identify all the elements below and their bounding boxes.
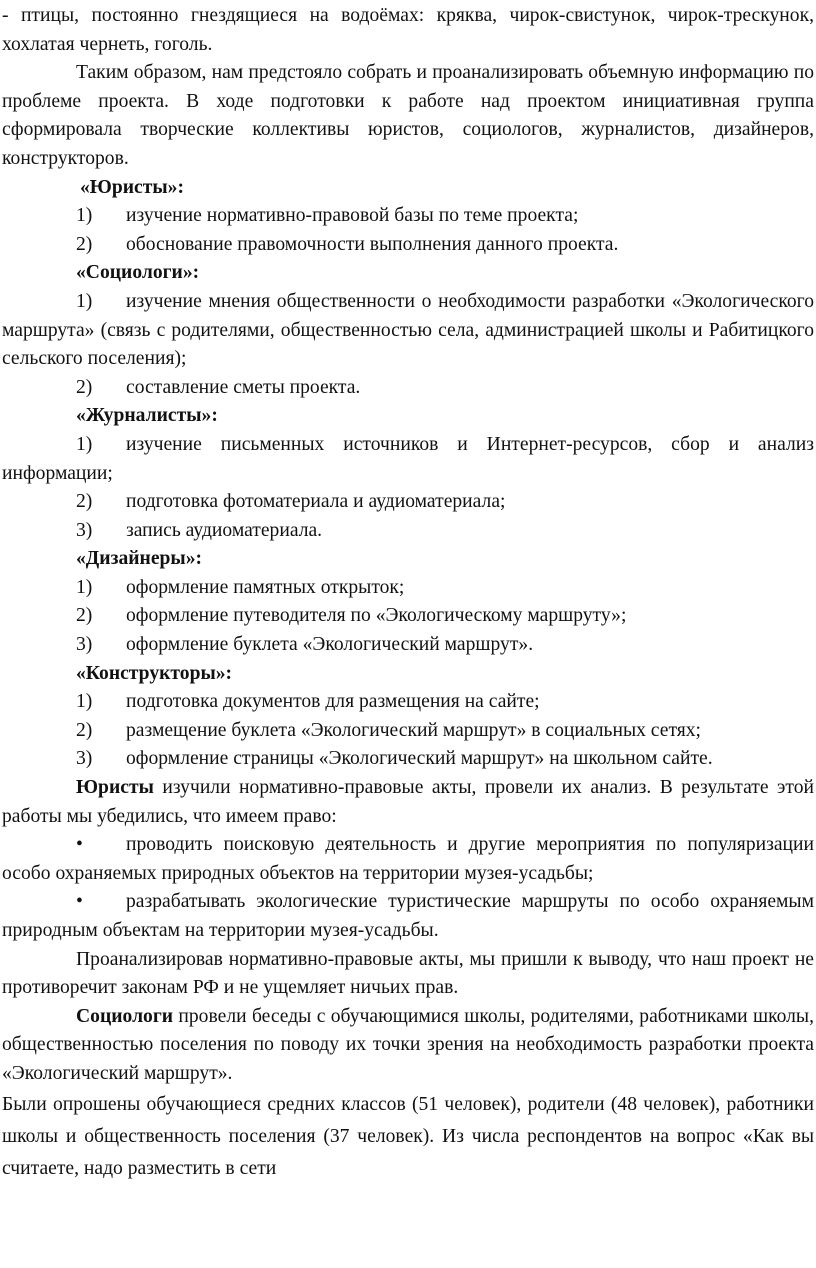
bullet-item <box>2 888 814 945</box>
bullet-item-text: разрабатывать экологические туристические маршруты по особо охраняемым природным объектам на территории музея-усадьбы. <box>2 891 814 941</box>
list-item-text: изучение нормативно-правовой базы по теме проекта; <box>126 205 579 227</box>
list-item <box>2 688 814 717</box>
list-item-text: оформление страницы «Экологический маршрут» на школьном сайте. <box>126 748 713 770</box>
list-item-text: изучение мнения общественности о необходимости разработки «Экологического маршрута» (связь с родителями, общественностью села, администрацией школы и Рабитицкого сельского поселения); <box>2 290 814 370</box>
list-item <box>2 374 814 403</box>
list-number: 2) <box>76 376 93 398</box>
list-number: 2) <box>76 233 93 255</box>
list-item <box>2 631 814 660</box>
conclusion-paragraph: Проанализировав нормативно-правовые акты, мы пришли к выводу, что наш проект не противоречит законам РФ и не ущемляет ничьих прав. <box>2 948 814 999</box>
summary-paragraph: Таким образом, нам предстояло собрать и проанализировать объемную информацию по проблеме проекта. В ходе подготовки к работе над проектом инициативная группа сформировала творческие коллективы юристов, социологов, журналистов, дизайнеров, конструкторов. <box>2 62 814 169</box>
group-heading-constructors: «Конструкторы»: <box>76 662 233 684</box>
list-item <box>2 431 814 488</box>
list-number: 2) <box>76 719 93 741</box>
list-item-text: составление сметы проекта. <box>126 376 361 398</box>
list-number: 3) <box>76 748 93 770</box>
list-item-text: оформление путеводителя по «Экологическому маршруту»; <box>126 605 627 627</box>
list-item-text: обоснование правомочности выполнения данного проекта. <box>126 233 619 255</box>
list-item <box>2 202 814 231</box>
list-item <box>2 717 814 746</box>
list-item-text: запись аудиоматериала. <box>126 519 323 541</box>
document-page <box>2 2 814 1185</box>
lawyers-text: изучили нормативно-правовые акты, провели их анализ. В результате этой работы мы убедились, что имеем право: <box>2 777 814 827</box>
list-item <box>2 574 814 603</box>
group-heading-journalists: «Журналисты»: <box>76 405 218 427</box>
list-number: 1) <box>76 691 93 713</box>
list-item-text: подготовка фотоматериала и аудиоматериала; <box>126 491 506 513</box>
list-number: 1) <box>76 433 93 455</box>
list-number: 3) <box>76 519 93 541</box>
bullet-icon: • <box>76 891 83 913</box>
list-item-text: изучение письменных источников и Интернет-ресурсов, сбор и анализ информации; <box>2 433 814 484</box>
list-item-text: размещение буклета «Экологический маршрут» в социальных сетях; <box>126 719 702 741</box>
list-number: 2) <box>76 491 93 513</box>
bullet-icon: • <box>76 834 83 856</box>
list-item <box>2 231 814 260</box>
list-item-text: оформление памятных открыток; <box>126 576 405 598</box>
sociologists-lead: Социологи <box>76 1005 174 1027</box>
list-item <box>2 288 814 374</box>
list-item <box>2 488 814 517</box>
list-number: 1) <box>76 205 93 227</box>
bullet-item <box>2 831 814 888</box>
list-number: 3) <box>76 634 93 656</box>
list-number: 2) <box>76 605 93 627</box>
sociologists-text: провели беседы с обучающимися школы, родителями, работниками школы, общественностью поселения по поводу их точки зрения на необходимость разработки проекта «Экологический маршрут». <box>2 1005 814 1084</box>
bullet-item-text: проводить поисковую деятельность и другие мероприятия по популяризации особо охраняемых природных объектов на территории музея-усадьбы; <box>2 834 814 884</box>
birds-paragraph: - птицы, постоянно гнездящиеся на водоёмах: кряква, чирок-свистунок, чирок-трескунок, хохлатая чернеть, гоголь. <box>2 5 814 55</box>
group-heading-lawyers: «Юристы»: <box>80 176 184 198</box>
list-item <box>2 602 814 631</box>
lawyers-paragraph <box>2 774 814 831</box>
lawyers-lead: Юристы <box>76 777 154 799</box>
list-item <box>2 745 814 774</box>
list-number: 1) <box>76 290 93 312</box>
group-heading-designers: «Дизайнеры»: <box>76 548 203 570</box>
list-item <box>2 517 814 546</box>
list-number: 1) <box>76 576 93 598</box>
group-heading-sociologists: «Социологи»: <box>76 262 200 284</box>
sociologists-paragraph <box>2 1003 814 1089</box>
list-item-text: подготовка документов для размещения на сайте; <box>126 691 540 713</box>
survey-paragraph: Были опрошены обучающиеся средних классов (51 человек), родители (48 человек), работники школы и общественность поселения (37 человек). Из числа респондентов на вопрос «Как вы считаете, надо разместить в сети <box>2 1093 814 1179</box>
list-item-text: оформление буклета «Экологический маршрут». <box>126 634 534 656</box>
